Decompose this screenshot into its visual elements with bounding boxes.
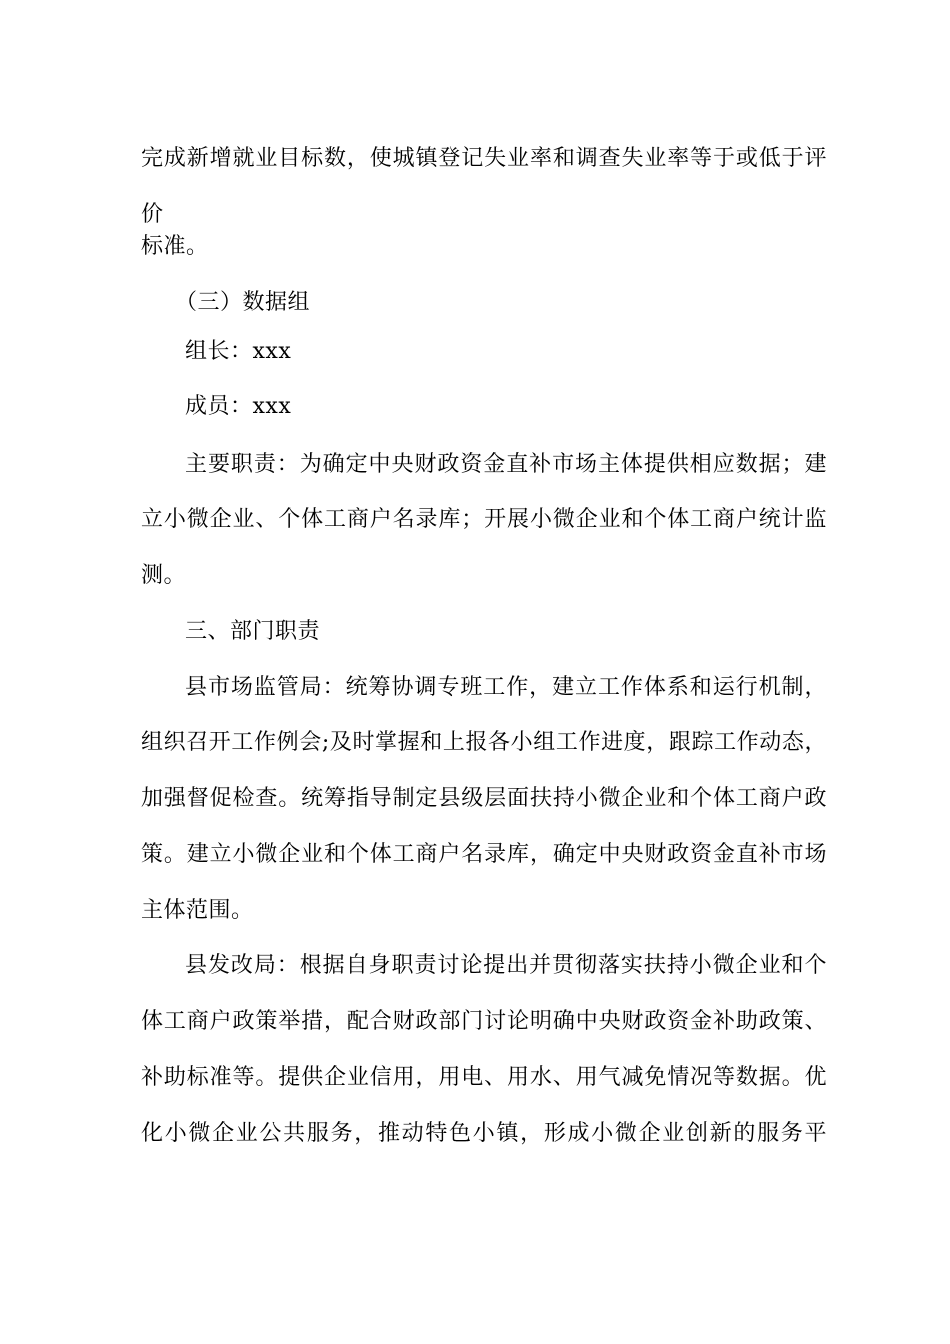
text-line-13: 加强督促检查。统筹指导制定县级层面扶持小微企业和个体工商户政 — [141, 786, 827, 811]
text-line-19: 化小微企业公共服务，推动特色小镇，形成小微企业创新的服务平 — [141, 1121, 827, 1146]
section-heading-data-group: （三）数据组 — [175, 290, 311, 315]
text-line-12: 组织召开工作例会;及时掌握和上报各小组工作进度，跟踪工作动态， — [141, 730, 827, 755]
text-line-1: 完成新增就业目标数，使城镇登记失业率和调查失业率等于或低于评 — [141, 146, 827, 171]
text-line-15: 主体范围。 — [141, 898, 254, 923]
text-line-16: 县发改局：根据自身职责讨论提出并贯彻落实扶持小微企业和个 — [185, 953, 827, 978]
text-line-3: 标准。 — [141, 234, 209, 259]
group-leader-line: 组长：xxx — [185, 339, 292, 364]
members-line: 成员：xxx — [185, 394, 292, 419]
text-line-17: 体工商户政策举措，配合财政部门讨论明确中央财政资金补助政策、 — [141, 1009, 827, 1034]
text-line-14: 策。建立小微企业和个体工商户名录库，确定中央财政资金直补市场 — [141, 842, 827, 867]
text-line-8: 立小微企业、个体工商户名录库；开展小微企业和个体工商户统计监 — [141, 507, 827, 532]
text-line-18: 补助标准等。提供企业信用，用电、用水、用气减免情况等数据。优 — [141, 1065, 827, 1090]
text-line-2: 价 — [141, 202, 164, 227]
text-line-9: 测。 — [141, 563, 187, 588]
text-line-7: 主要职责：为确定中央财政资金直补市场主体提供相应数据；建 — [185, 452, 827, 477]
section-heading-department-duties: 三、部门职责 — [185, 619, 321, 644]
text-line-11: 县市场监管局：统筹协调专班工作，建立工作体系和运行机制， — [185, 675, 827, 700]
